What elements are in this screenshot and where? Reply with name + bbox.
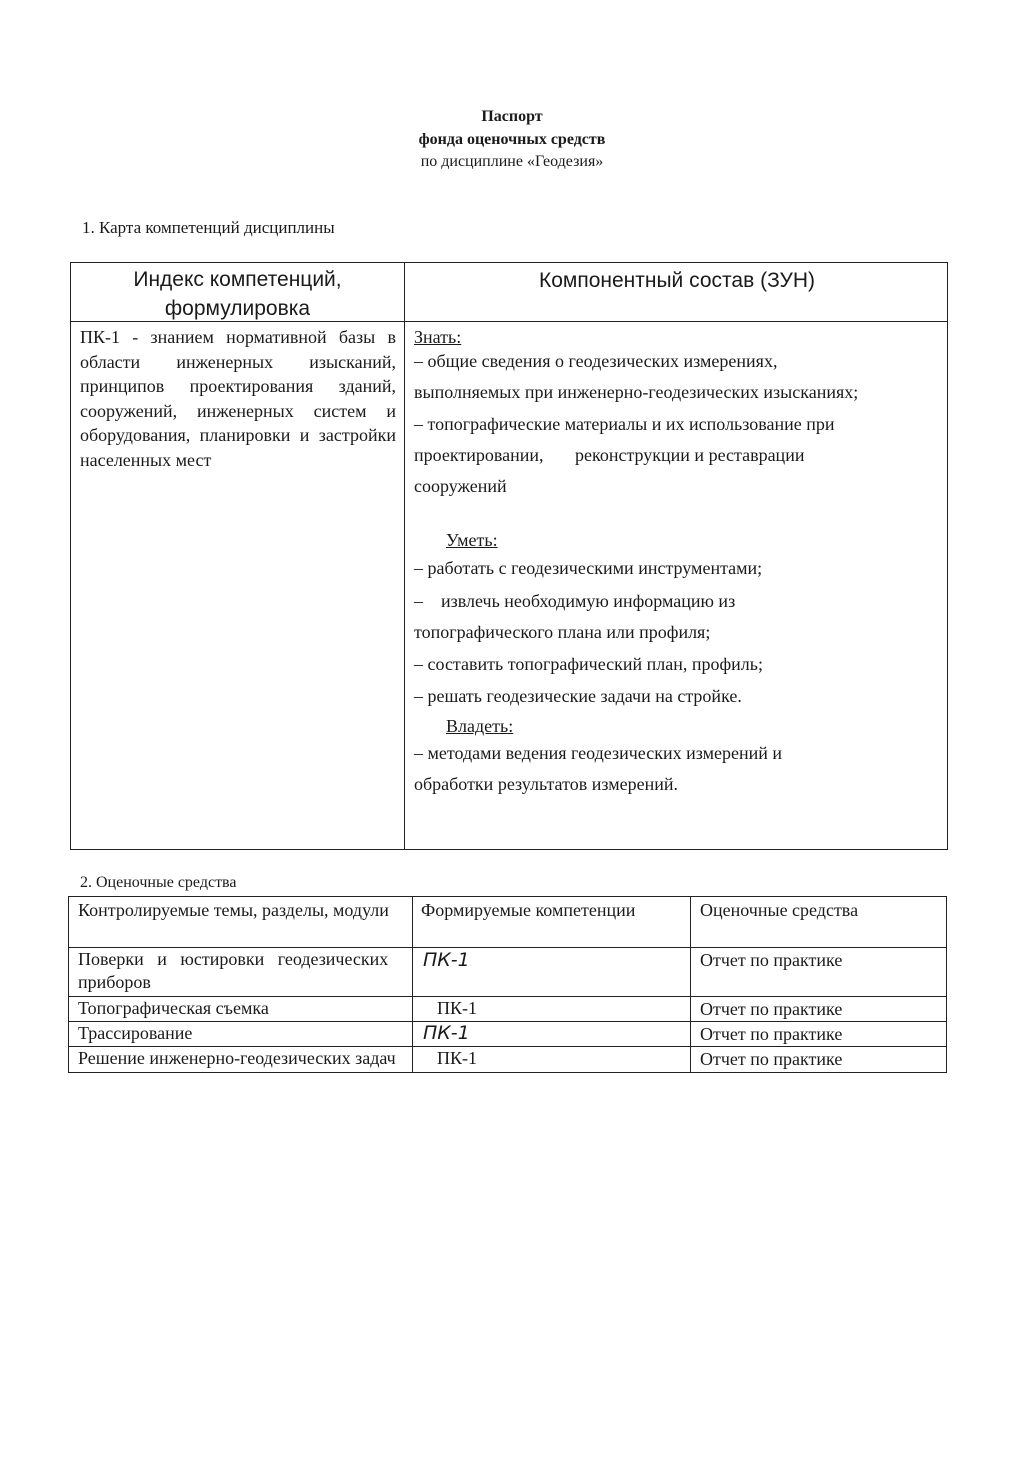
can-item-2: – извлечь необходимую информацию из	[414, 591, 736, 611]
can-label: Уметь:	[446, 530, 498, 550]
discipline-line: по дисциплине «Геодезия»	[420, 153, 604, 170]
table-row-1-topic: Поверки и юстировки геодезических приборов	[78, 949, 393, 992]
can-item-4: – решать геодезические задачи на стройке.	[414, 686, 742, 706]
know-item-1-cont: выполняемых при инженерно-геодезических изысканиях;	[414, 382, 859, 402]
table-row-2-topic: Топографическая съемка	[78, 998, 269, 1018]
own-label: Владеть:	[446, 716, 514, 736]
know-item-2: – топографические материалы и их использование при	[414, 414, 835, 434]
section1-title: 1. Карта компетенций дисциплины	[82, 218, 335, 237]
own-item-1: – методами ведения геодезических измерений и	[414, 743, 782, 763]
table-row-2-tool: Отчет по практике	[700, 999, 843, 1019]
know-item-2-cont: проектировании, реконструкции и реставрации	[414, 445, 805, 465]
competency-map-table	[70, 262, 948, 850]
know-label: Знать:	[414, 327, 462, 347]
table-row-3-topic: Трассирование	[78, 1023, 193, 1043]
table-row-1-tool: Отчет по практике	[700, 950, 843, 970]
header-topics: Контролируемые темы, разделы, модули	[78, 900, 389, 920]
table-row-2-competence: ПК-1	[437, 998, 477, 1018]
table-row-4-competence: ПК-1	[437, 1048, 477, 1068]
column-header-components: Компонентный состав (ЗУН)	[538, 269, 816, 292]
competency-text: ПК-1 - знанием нормативной базы в области инженерных изысканий, принципов проектирования зданий, сооружений, инженерных систем и оборудования, планировки и застройки населенных мест	[80, 327, 396, 470]
column-header-competency: Индекс компетенций, формулировка	[133, 268, 342, 320]
know-item-1: – общие сведения о геодезических измерениях,	[414, 351, 778, 371]
know-item-2-end: сооружений	[414, 476, 507, 496]
passport-subtitle: фонда оценочных средств	[418, 131, 606, 148]
assessment-table	[68, 896, 947, 1073]
own-item-1-cont: обработки результатов измерений.	[414, 774, 678, 794]
table-row-4-topic: Решение инженерно-геодезических задач	[78, 1048, 396, 1068]
table-row-4-tool: Отчет по практике	[700, 1049, 843, 1069]
table-row-3-competence: ПК-1	[423, 1022, 470, 1044]
can-item-1: – работать с геодезическими инструментами;	[414, 558, 763, 578]
table-row-1-competence: ПК-1	[423, 949, 470, 971]
header-competences: Формируемые компетенции	[421, 900, 636, 920]
table-row-3-tool: Отчет по практике	[700, 1024, 843, 1044]
passport-title: Паспорт	[481, 108, 543, 125]
header-tools: Оценочные средства	[700, 900, 859, 920]
can-item-3: – составить топографический план, профиль;	[414, 654, 763, 674]
section2-title: 2. Оценочные средства	[80, 874, 237, 891]
can-item-2-cont: топографического плана или профиля;	[414, 622, 711, 642]
